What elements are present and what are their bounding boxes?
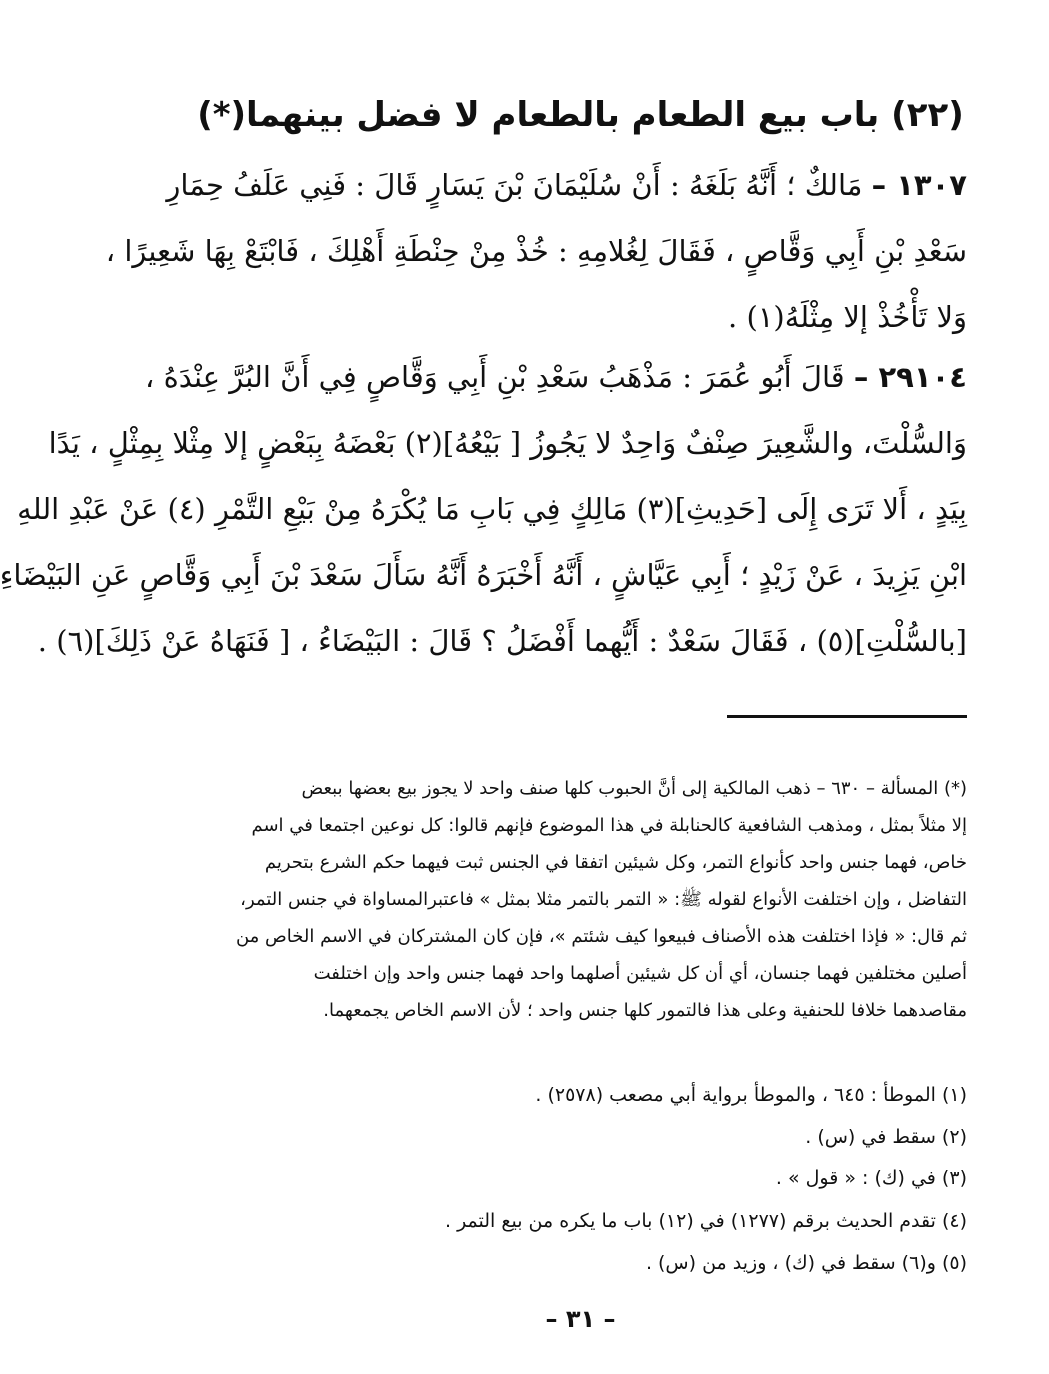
hadith-line: سَعْدِ بْنِ أَبِي وَقَّاصٍ ، فَقَالَ لِغُلامِهِ : خُذْ مِنْ حِنْطَةِ أَهْلِكَ ، فَابْتَعْ بِهَا شَعِيرًا ، [105, 234, 967, 268]
commentary-line: بِيَدٍ ، أَلا تَرَى إِلَى [حَدِيثِ](٣) مَالِكٍ فِي بَابِ مَا يُكْرَهُ مِنْ بَيْعِ التَّمْرِ (٤) عَنْ عَبْدِ اللهِ [17, 492, 967, 526]
hadith-line: وَلا تَأْخُذْ إلا مِثْلَهُ(١) . [728, 300, 967, 334]
note-line: ثم قال: « فإذا اختلفت هذه الأصناف فبيعوا كيف شئتم »، فإن كان المشتركان في الاسم الخاص من [235, 926, 967, 947]
note-line: (*) المسألة – ٦٣٠ – ذهب المالكية إلى أنَّ الحبوب كلها صنف واحد لا يجوز بيع بعضها ببعض [301, 778, 967, 799]
note-line: مقاصدهما خلافا للحنفية وعلى هذا فالتمور كلها جنس واحد ؛ لأن الاسم الخاص يجمعهما. [323, 1000, 967, 1021]
footnote-4: (٤) تقدم الحديث برقم (١٢٧٧) في (١٢) باب ما يكره من بيع التمر . [444, 1210, 967, 1232]
hadith-number: ١٣٠٧ – [871, 168, 967, 202]
footnote-3: (٣) في (ك) : « قول » . [775, 1167, 967, 1189]
hadith-line: ١٣٠٧ – مَالكٌ ؛ أَنَّهُ بَلَغَهُ : أَنْ سُلَيْمَانَ بْنَ يَسَارٍ قَالَ : فَنِي عَلَفُ حِمَارِ [166, 168, 967, 202]
commentary-line: ابْنِ يَزِيدَ ، عَنْ زَيْدٍ ؛ أَبِي عَيَّاشٍ ، أَنَّهُ أَخْبَرَهُ أَنَّهُ سَأَلَ سَعْدَ بْنَ أَبِي وَقَّاصٍ عَنِ البَيْضَاءِ [0, 558, 967, 592]
commentary-line: ٢٩١٠٤ – قَالَ أَبُو عُمَرَ : مَذْهَبُ سَعْدِ بْنِ أَبِي وَقَّاصٍ فِي أَنَّ البُرَّ عِنْدَهُ ، [144, 360, 967, 394]
fiqh-note [194, 770, 967, 1029]
chapter-title: (٢٢) باب بيع الطعام بالطعام لا فضل بينهما(*) [197, 95, 964, 135]
hadith-paragraph [105, 152, 967, 350]
footnote-5-6: (٥) و(٦) سقط في (ك) ، وزيد من (س) . [645, 1252, 967, 1274]
commentary-number: ٢٩١٠٤ – [853, 360, 967, 394]
note-line: التفاضل ، وإن اختلفت الأنواع لقوله ﷺ: « التمر بالتمر مثلا بمثل » فاعتبرالمساواة في جنس التمر، [240, 889, 967, 910]
note-line: أصلين مختلفين فهما جنسان، أي أن كل شيئين أصلهما واحد فهما جنس واحد وإن اختلفت [313, 963, 967, 984]
note-line: إلا مثلاً بمثل ، ومذهب الشافعية كالحنابلة في هذا الموضوع فإنهم قالوا: كل نوعين اجتمعا في اسم [251, 815, 967, 836]
commentary-line: وَالسُّلْتَ، والشَّعِيرَ صِنْفٌ وَاحِدٌ لا يَجُوزُ [ بَيْعُهُ](٢) بَعْضَهُ بِبَعْضٍ إلا مِثْلا بِمِثْلٍ ، يَدًا [48, 426, 967, 460]
note-line: خاص، فهما جنس واحد كأنواع التمر، وكل شيئين اتفقا في الجنس ثبت فيهما حكم الشرع بتحريم [264, 852, 967, 873]
footnote-separator [727, 715, 967, 718]
footnote-2: (٢) سقط في (س) . [805, 1126, 967, 1148]
commentary-paragraph [0, 344, 967, 674]
commentary-line: [بالسُّلْتِ](٥) ، فَقَالَ سَعْدٌ : أَيُّهما أَفْضَلُ ؟ قَالَ : البَيْضَاءُ ، [ فَنَهَاهُ عَنْ ذَلِكَ](٦) . [37, 624, 967, 658]
footnote-1: (١) الموطأ : ٦٤٥ ، والموطأ برواية أبي مصعب (٢٥٧٨) . [535, 1084, 967, 1106]
page-number: – ٣١ – [545, 1305, 616, 1333]
